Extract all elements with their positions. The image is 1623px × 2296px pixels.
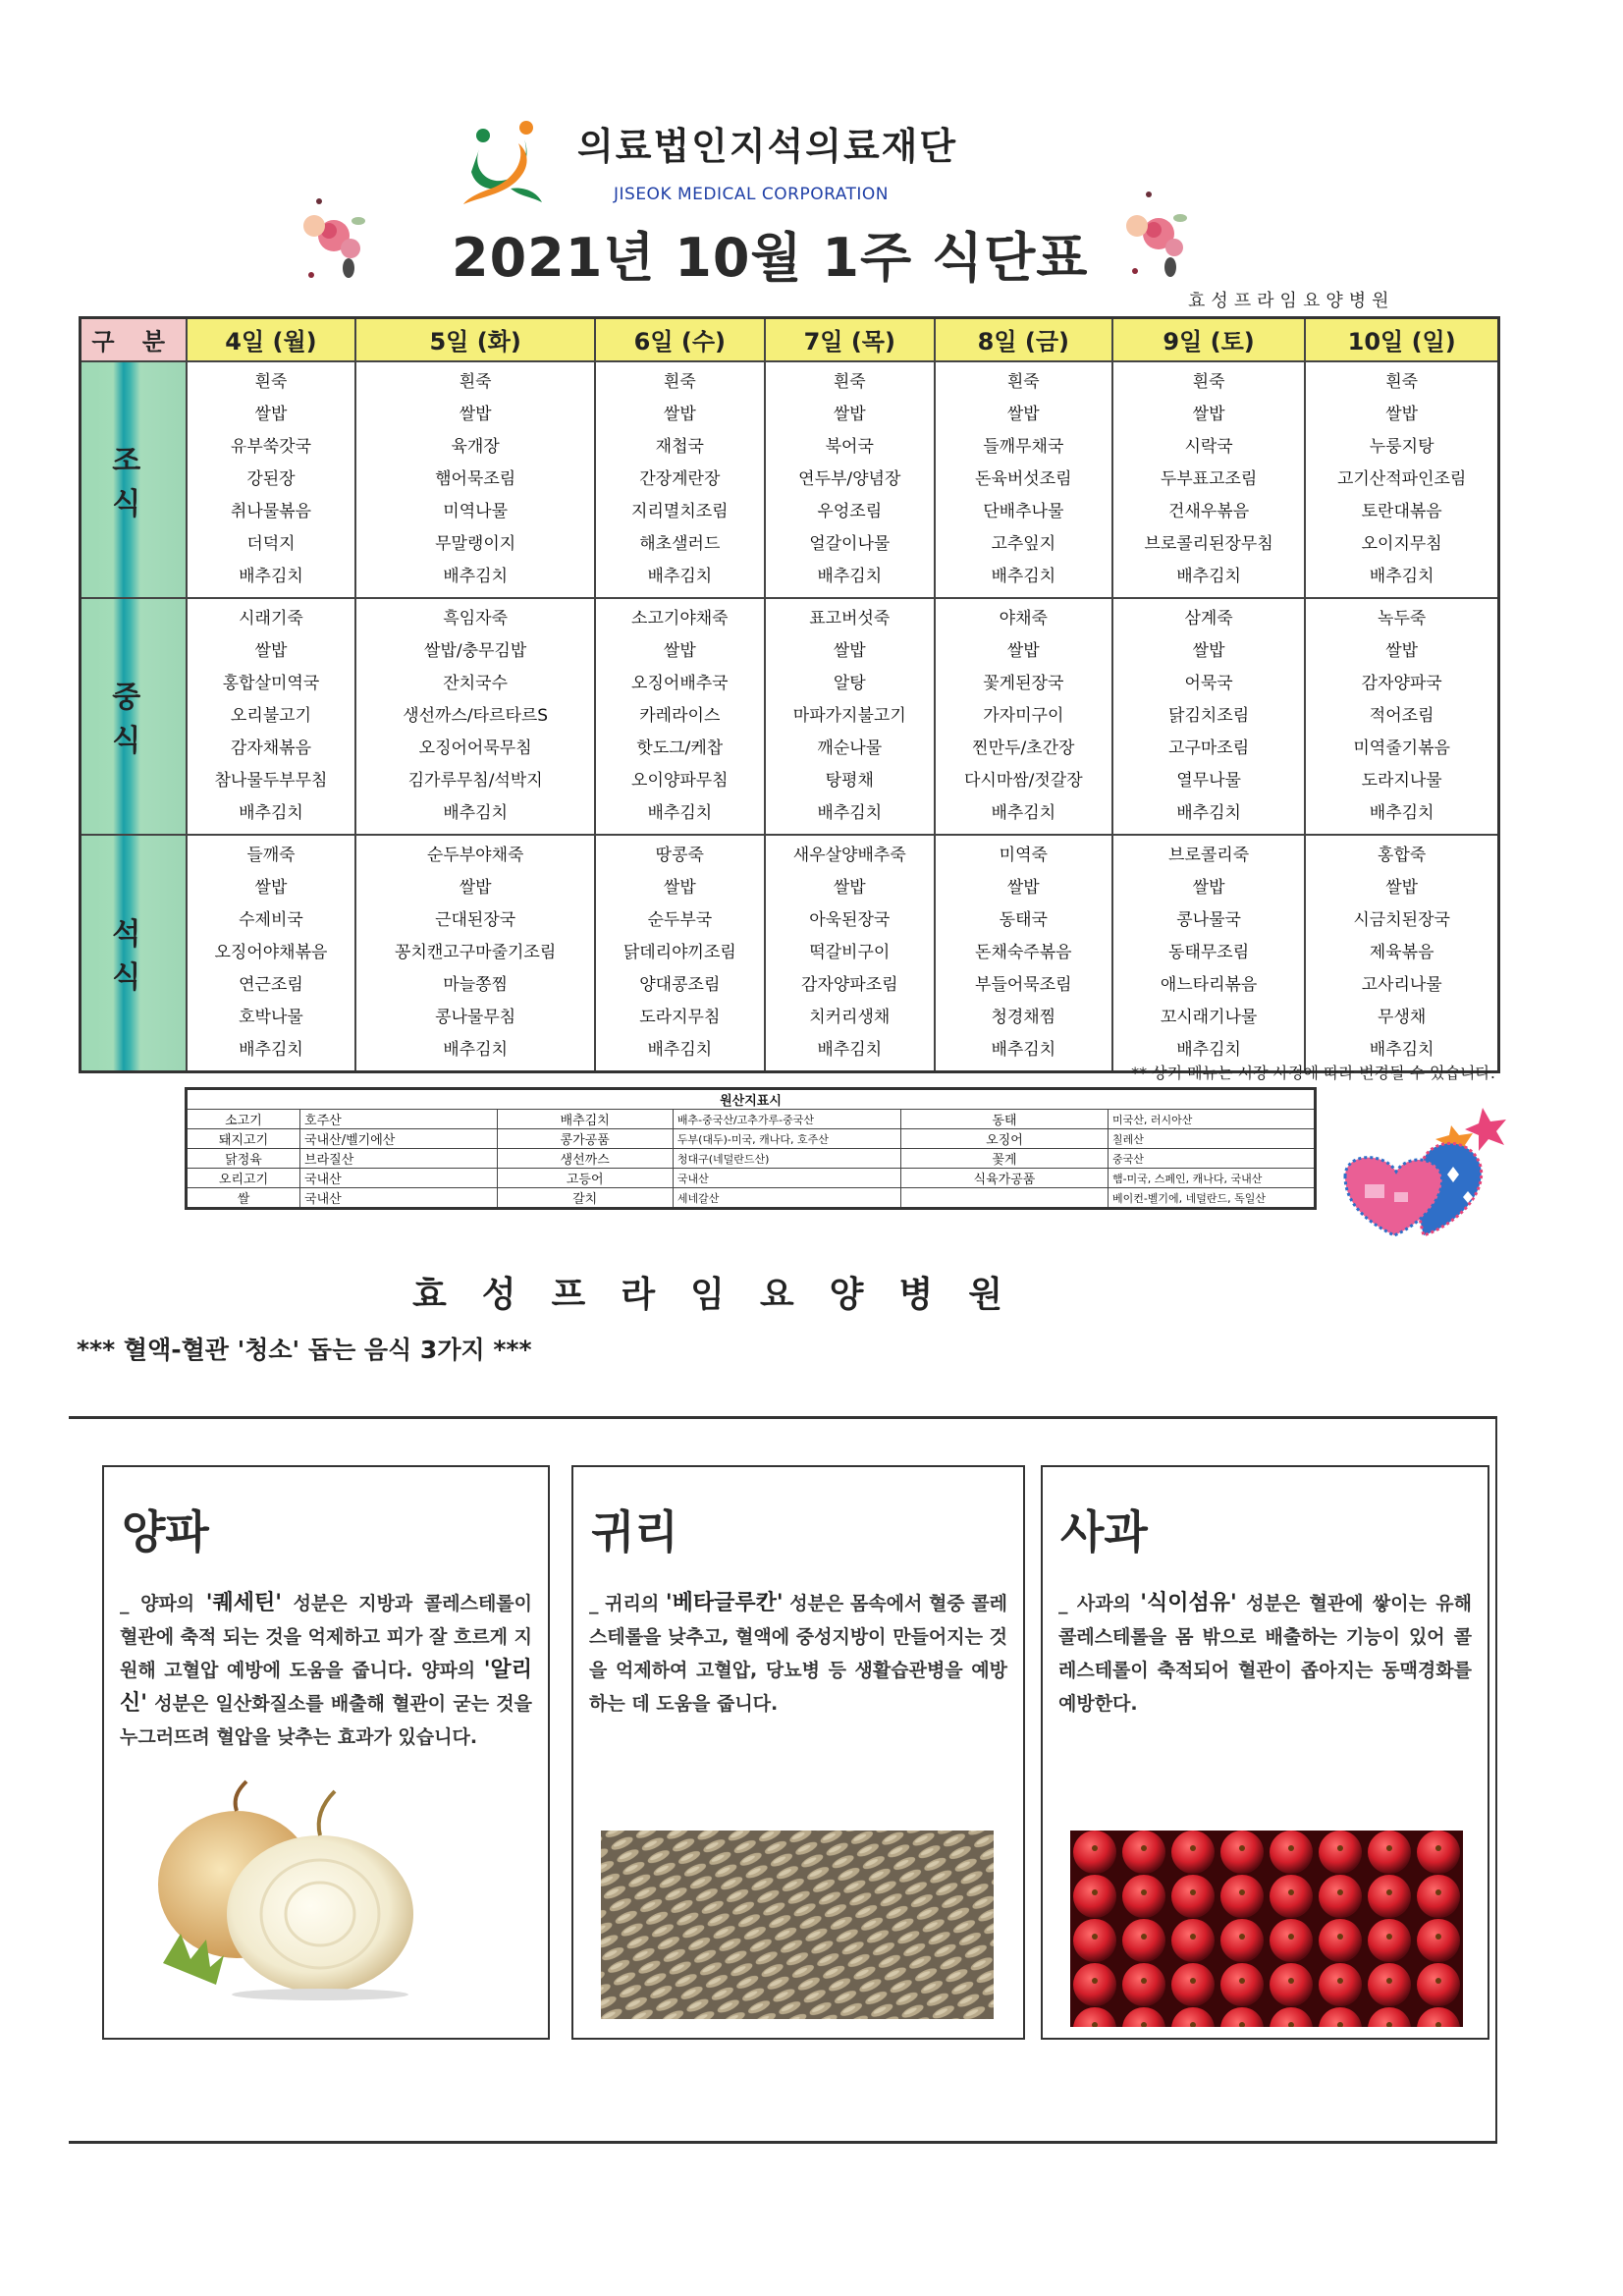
dish-item: 흰죽 bbox=[663, 371, 696, 392]
dish-item: 핫도그/케찹 bbox=[636, 738, 724, 758]
origin-item: 콩가공품 bbox=[497, 1129, 673, 1149]
dish-item: 돈육버섯조림 bbox=[975, 468, 1072, 489]
dish-item: 돈채숙주볶음 bbox=[975, 942, 1072, 962]
menu-cell bbox=[1112, 835, 1305, 1072]
dish-item: 쌀밥 bbox=[1192, 404, 1225, 424]
dish-item: 배추김치 bbox=[647, 566, 713, 586]
card-text-prefix: _ 사과의 bbox=[1058, 1593, 1141, 1614]
origin-table-title: 원산지표시 bbox=[187, 1089, 1316, 1110]
dish-item: 꼬시래기나물 bbox=[1160, 1007, 1258, 1027]
menu-change-notice: ** 상기 메뉴는 시장 사정에 따라 변경될 수 있습니다. bbox=[1131, 1064, 1495, 1082]
meal-row bbox=[81, 361, 1499, 598]
dish-item: 흰죽 bbox=[1385, 371, 1419, 392]
dish-item: 쌀밥 bbox=[1385, 640, 1419, 661]
dish-item: 배추김치 bbox=[1176, 802, 1241, 823]
dish-item: 오리불고기 bbox=[230, 705, 312, 726]
dish-item: 배추김치 bbox=[991, 802, 1056, 823]
origin-country: 배추-중국산/고추가루-중국산 bbox=[673, 1110, 900, 1129]
day-header: 6일 (수) bbox=[595, 318, 765, 361]
dish-item: 흰죽 bbox=[1192, 371, 1225, 392]
dish-item: 배추김치 bbox=[443, 566, 508, 586]
origin-country: 브라질산 bbox=[300, 1149, 497, 1169]
dish-item: 쌀밥 bbox=[833, 640, 866, 661]
dish-item: 미역죽 bbox=[999, 845, 1048, 865]
dish-item: 꽃게된장국 bbox=[983, 673, 1064, 693]
dish-item: 얼갈이나물 bbox=[809, 533, 891, 554]
dish-item: 건새우볶음 bbox=[1168, 501, 1250, 521]
dish-item: 탕평채 bbox=[825, 770, 874, 791]
dish-item: 고구마조림 bbox=[1168, 738, 1250, 758]
dish-item: 흑임자죽 bbox=[443, 608, 508, 629]
dish-item: 단배추나물 bbox=[983, 501, 1064, 521]
dish-item: 깨순나물 bbox=[817, 738, 883, 758]
dish-item: 무말랭이지 bbox=[435, 533, 516, 554]
flower-decoration-icon bbox=[1109, 177, 1198, 285]
dish-item: 알탕 bbox=[833, 673, 866, 693]
origin-country: 국내산 bbox=[300, 1169, 497, 1188]
dish-item: 카레라이스 bbox=[639, 705, 721, 726]
origin-country: 햄-미국, 스페인, 캐나다, 국내산 bbox=[1108, 1169, 1315, 1188]
dish-item: 쌀밥 bbox=[663, 640, 696, 661]
dish-item: 치커리생채 bbox=[809, 1007, 891, 1027]
dish-item: 흰죽 bbox=[254, 371, 288, 392]
dish-item: 우엉조림 bbox=[817, 501, 883, 521]
origin-country: 국내산/벨기에산 bbox=[300, 1129, 497, 1149]
card-text-body: 성분은 지방과 콜레스테롤이 혈관에 축적 되는 것을 억제하고 피가 잘 흐르게 지원해 고혈압 예방에 도움을 줍니다. 양파의 bbox=[120, 1593, 533, 1681]
menu-cell bbox=[1112, 598, 1305, 835]
dish-item: 미역나물 bbox=[443, 501, 508, 521]
dish-item: 수제비국 bbox=[239, 909, 303, 930]
dish-item: 무생채 bbox=[1378, 1007, 1427, 1027]
hearts-decoration-icon bbox=[1325, 1098, 1522, 1240]
card-title: 사과 bbox=[1060, 1505, 1148, 1558]
oat-image bbox=[601, 1831, 994, 2019]
origin-item: 오징어 bbox=[900, 1129, 1108, 1149]
dish-item: 시락국 bbox=[1184, 436, 1233, 457]
menu-cell bbox=[935, 361, 1112, 598]
dish-item: 들깨죽 bbox=[246, 845, 296, 865]
dish-item: 김가루무침/석박지 bbox=[407, 770, 543, 791]
dish-item: 쌀밥 bbox=[1385, 877, 1419, 898]
dish-item: 오징어야채볶음 bbox=[214, 942, 328, 962]
dish-item: 쌀밥 bbox=[1385, 404, 1419, 424]
dish-item: 배추김치 bbox=[1369, 1039, 1434, 1060]
dish-item: 새우살양배추죽 bbox=[792, 845, 906, 865]
dish-item: 쌀밥 bbox=[459, 404, 492, 424]
origin-item: 고등어 bbox=[497, 1169, 673, 1188]
origin-item: 닭정육 bbox=[187, 1149, 300, 1169]
origin-row bbox=[187, 1169, 1316, 1188]
menu-cell bbox=[355, 598, 594, 835]
origin-item: 쌀 bbox=[187, 1188, 300, 1209]
dish-item: 감자양파조림 bbox=[801, 974, 898, 995]
dish-item: 쌀밥 bbox=[833, 404, 866, 424]
origin-item: 배추김치 bbox=[497, 1110, 673, 1129]
dish-item: 햄어묵조림 bbox=[435, 468, 516, 489]
dish-item: 쌀밥 bbox=[1192, 640, 1225, 661]
dish-item: 땅콩죽 bbox=[655, 845, 704, 865]
dish-item: 표고버섯죽 bbox=[809, 608, 891, 629]
dish-item: 열무나물 bbox=[1176, 770, 1241, 791]
dish-item: 찐만두/초간장 bbox=[972, 738, 1075, 758]
dish-item: 유부쑥갓국 bbox=[230, 436, 312, 457]
dish-item: 야채죽 bbox=[999, 608, 1048, 629]
dish-item: 홍합죽 bbox=[1378, 845, 1427, 865]
dish-item: 양대콩조림 bbox=[639, 974, 721, 995]
dish-item: 육개장 bbox=[451, 436, 500, 457]
dish-item: 배추김치 bbox=[647, 802, 713, 823]
dish-item: 두부표고조림 bbox=[1160, 468, 1258, 489]
food-card-onion bbox=[102, 1465, 550, 2040]
organization-name-english: JISEOK MEDICAL CORPORATION bbox=[614, 185, 890, 204]
dish-item: 흰죽 bbox=[1006, 371, 1040, 392]
dish-item: 시금치된장국 bbox=[1353, 909, 1450, 930]
dish-item: 호박나물 bbox=[239, 1007, 303, 1027]
day-header: 7일 (목) bbox=[765, 318, 935, 361]
dish-item: 누룽지탕 bbox=[1369, 436, 1434, 457]
dish-item: 배추김치 bbox=[817, 802, 883, 823]
menu-cell bbox=[1305, 835, 1498, 1072]
origin-item: 갈치 bbox=[497, 1188, 673, 1209]
menu-cell bbox=[187, 598, 356, 835]
dish-item: 배추김치 bbox=[817, 1039, 883, 1060]
dish-item: 청경채찜 bbox=[991, 1007, 1056, 1027]
dish-item: 가자미구이 bbox=[983, 705, 1064, 726]
dish-item: 쌀밥 bbox=[254, 404, 288, 424]
menu-cell bbox=[1305, 598, 1498, 835]
dish-item: 쌀밥 bbox=[1006, 877, 1040, 898]
dish-item: 흰죽 bbox=[833, 371, 866, 392]
card-text-prefix: _ 귀리의 bbox=[589, 1593, 666, 1614]
dish-item: 동태무조림 bbox=[1168, 942, 1250, 962]
day-header: 10일 (일) bbox=[1305, 318, 1498, 361]
dish-item: 쌀밥 bbox=[663, 404, 696, 424]
dish-item: 고추잎지 bbox=[991, 533, 1056, 554]
origin-item: 식육가공품 bbox=[900, 1169, 1108, 1188]
dish-item: 고기산적파인조림 bbox=[1336, 468, 1467, 489]
menu-cell bbox=[935, 835, 1112, 1072]
card-text-body: 성분은 혈관에 쌓이는 유해 콜레스테롤을 몸 밖으로 배출하는 기능이 있어 콜레스테롤이 축적되어 혈관이 좁아지는 동맥경화를 예방한다. bbox=[1058, 1593, 1472, 1715]
dish-item: 떡갈비구이 bbox=[809, 942, 891, 962]
dish-item: 연두부/양념장 bbox=[798, 468, 901, 489]
dish-item: 쌀밥 bbox=[459, 877, 492, 898]
origin-country: 국내산 bbox=[300, 1188, 497, 1209]
dish-item: 미역줄기볶음 bbox=[1353, 738, 1450, 758]
dish-item: 감자채볶음 bbox=[230, 738, 312, 758]
dish-item: 오이양파무침 bbox=[631, 770, 729, 791]
card-title: 양파 bbox=[122, 1505, 209, 1558]
category-header: 구 분 bbox=[81, 318, 187, 361]
hospital-banner: 효성프라임요양병원 bbox=[412, 1275, 1038, 1315]
dish-item: 삼계죽 bbox=[1184, 608, 1233, 629]
day-header: 9일 (토) bbox=[1112, 318, 1305, 361]
origin-item: 동태 bbox=[900, 1110, 1108, 1129]
origin-item: 돼지고기 bbox=[187, 1129, 300, 1149]
menu-cell bbox=[765, 835, 935, 1072]
dish-item: 닭데리야끼조림 bbox=[622, 942, 736, 962]
menu-cell bbox=[595, 361, 765, 598]
dish-item: 감자양파국 bbox=[1361, 673, 1442, 693]
dish-item: 배추김치 bbox=[239, 1039, 303, 1060]
menu-cell bbox=[595, 598, 765, 835]
origin-item: 소고기 bbox=[187, 1110, 300, 1129]
dish-item: 동태국 bbox=[999, 909, 1048, 930]
dish-item: 애느타리볶음 bbox=[1160, 974, 1258, 995]
dish-item: 근대된장국 bbox=[435, 909, 516, 930]
dish-item: 시래기죽 bbox=[239, 608, 303, 629]
apple-image bbox=[1070, 1831, 1463, 2027]
origin-country: 호주산 bbox=[300, 1110, 497, 1129]
origin-item: 꽃게 bbox=[900, 1149, 1108, 1169]
dish-item: 배추김치 bbox=[817, 566, 883, 586]
dish-item: 간장계란장 bbox=[639, 468, 721, 489]
page-title: 2021년 10월 1주 식단표 bbox=[452, 227, 1089, 289]
dish-item: 마파가지불고기 bbox=[792, 705, 906, 726]
card-keyword: '퀘세틴' bbox=[205, 1591, 282, 1615]
meal-row bbox=[81, 598, 1499, 835]
dish-item: 부들어묵조림 bbox=[975, 974, 1072, 995]
dish-item: 배추김치 bbox=[443, 1039, 508, 1060]
dish-item: 토란대볶음 bbox=[1361, 501, 1442, 521]
origin-country: 칠레산 bbox=[1108, 1129, 1315, 1149]
dish-item: 브로콜리죽 bbox=[1168, 845, 1250, 865]
dish-item: 더덕지 bbox=[246, 533, 296, 554]
menu-cell bbox=[1305, 361, 1498, 598]
dish-item: 배추김치 bbox=[1369, 802, 1434, 823]
meal-row bbox=[81, 835, 1499, 1072]
day-header: 5일 (화) bbox=[355, 318, 594, 361]
origin-row bbox=[187, 1110, 1316, 1129]
origin-label-table bbox=[185, 1087, 1317, 1210]
dish-item: 브로콜리된장무침 bbox=[1144, 533, 1273, 554]
dish-item: 적어조림 bbox=[1369, 705, 1434, 726]
dish-item: 다시마쌈/젓갈장 bbox=[963, 770, 1083, 791]
dish-item: 배추김치 bbox=[991, 1039, 1056, 1060]
origin-country: 미국산, 러시아산 bbox=[1108, 1110, 1315, 1129]
dish-item: 아욱된장국 bbox=[809, 909, 891, 930]
jiseok-logo-icon bbox=[461, 118, 555, 206]
dish-item: 고사리나물 bbox=[1361, 974, 1442, 995]
dish-item: 콩나물무침 bbox=[435, 1007, 516, 1027]
card-keyword: '알리신' bbox=[120, 1658, 532, 1716]
hospital-name: 효성프라임요양병원 bbox=[1188, 291, 1395, 311]
menu-cell bbox=[187, 835, 356, 1072]
menu-cell bbox=[355, 361, 594, 598]
menu-cell bbox=[595, 835, 765, 1072]
weekly-menu-table bbox=[79, 316, 1500, 1073]
menu-cell bbox=[765, 361, 935, 598]
dish-item: 쌀밥 bbox=[833, 877, 866, 898]
dish-item: 홍합살미역국 bbox=[222, 673, 320, 693]
dish-item: 북어국 bbox=[825, 436, 874, 457]
dish-item: 어묵국 bbox=[1184, 673, 1233, 693]
flower-decoration-icon bbox=[290, 182, 378, 290]
dish-item: 배추김치 bbox=[1369, 566, 1434, 586]
card-description bbox=[589, 1587, 1007, 1721]
dish-item: 오이지무침 bbox=[1361, 533, 1442, 554]
dish-item: 배추김치 bbox=[1176, 1039, 1241, 1060]
dish-item: 배추김치 bbox=[443, 802, 508, 823]
dish-item: 순두부국 bbox=[647, 909, 713, 930]
card-description bbox=[120, 1587, 532, 1754]
dish-item: 잔치국수 bbox=[443, 673, 508, 693]
dish-item: 꽁치캔고구마줄기조림 bbox=[395, 942, 557, 962]
day-header: 8일 (금) bbox=[935, 318, 1112, 361]
origin-item bbox=[900, 1188, 1108, 1209]
dish-item: 오징어배추국 bbox=[631, 673, 729, 693]
menu-header-row bbox=[81, 318, 1499, 361]
organization-name: 의료법인지석의료재단 bbox=[577, 125, 958, 168]
onion-image bbox=[143, 1777, 438, 2002]
card-keyword: '베타글루칸' bbox=[665, 1591, 784, 1615]
card-keyword: '식이섬유' bbox=[1140, 1591, 1237, 1615]
day-header: 4일 (월) bbox=[187, 318, 356, 361]
dish-item: 쌀밥 bbox=[1006, 404, 1040, 424]
origin-country: 베이컨-벨기에, 네덜란드, 독일산 bbox=[1108, 1188, 1315, 1209]
origin-row bbox=[187, 1149, 1316, 1169]
card-description bbox=[1058, 1587, 1472, 1721]
dish-item: 참나물두부무침 bbox=[214, 770, 328, 791]
origin-row bbox=[187, 1188, 1316, 1209]
menu-cell bbox=[1112, 361, 1305, 598]
dish-item: 배추김치 bbox=[991, 566, 1056, 586]
dish-item: 흰죽 bbox=[459, 371, 492, 392]
origin-country: 두부(대두)-미국, 캐나다, 호주산 bbox=[673, 1129, 900, 1149]
origin-title-row bbox=[187, 1089, 1316, 1110]
card-text-prefix: _ 양파의 bbox=[120, 1593, 206, 1614]
dish-item: 순두부야채죽 bbox=[426, 845, 524, 865]
menu-cell bbox=[355, 835, 594, 1072]
origin-row bbox=[187, 1129, 1316, 1149]
dish-item: 배추김치 bbox=[239, 566, 303, 586]
dish-item: 지리멸치조림 bbox=[631, 501, 729, 521]
dish-item: 쌀밥 bbox=[1192, 877, 1225, 898]
meal-label: 중 식 bbox=[81, 598, 187, 835]
dish-item: 강된장 bbox=[246, 468, 296, 489]
origin-country: 중국산 bbox=[1108, 1149, 1315, 1169]
dish-item: 해초샐러드 bbox=[639, 533, 721, 554]
dish-item: 배추김치 bbox=[647, 1039, 713, 1060]
dish-item: 닭김치조림 bbox=[1168, 705, 1250, 726]
dish-item: 배추김치 bbox=[1176, 566, 1241, 586]
card-text-body: 성분은 몸속에서 혈중 콜레스테롤을 낮추고, 혈액에 중성지방이 만들어지는 것을 억제하여 고혈압, 당뇨병 등 생활습관병을 예방하는 데 도움을 줍니다. bbox=[589, 1593, 1007, 1715]
dish-item: 쌀밥/충무김밥 bbox=[424, 640, 527, 661]
dish-item: 취나물볶음 bbox=[230, 501, 312, 521]
origin-country: 세네갈산 bbox=[673, 1188, 900, 1209]
dish-item: 도라지무침 bbox=[639, 1007, 721, 1027]
dish-item: 제육볶음 bbox=[1369, 942, 1434, 962]
dish-item: 생선까스/타르타르S bbox=[403, 705, 549, 726]
food-card-oat bbox=[571, 1465, 1025, 2040]
menu-cell bbox=[765, 598, 935, 835]
menu-cell bbox=[935, 598, 1112, 835]
dish-item: 쌀밥 bbox=[663, 877, 696, 898]
dish-item: 소고기야채죽 bbox=[631, 608, 729, 629]
origin-item: 오리고기 bbox=[187, 1169, 300, 1188]
origin-item: 생선까스 bbox=[497, 1149, 673, 1169]
dish-item: 들깨무채국 bbox=[983, 436, 1064, 457]
menu-cell bbox=[187, 361, 356, 598]
dish-item: 재첩국 bbox=[655, 436, 704, 457]
dish-item: 콩나물국 bbox=[1176, 909, 1241, 930]
card-text-body: 성분은 일산화질소를 배출해 혈관이 굳는 것을 누그러뜨려 혈압을 낮추는 효과가 있습니다. bbox=[120, 1693, 532, 1748]
origin-country: 청대구(네덜란드산) bbox=[673, 1149, 900, 1169]
food-card-apple bbox=[1041, 1465, 1489, 2040]
card-title: 귀리 bbox=[591, 1505, 678, 1558]
article-heading: *** 혈액-혈관 '청소' 돕는 음식 3가지 *** bbox=[77, 1336, 532, 1364]
dish-item: 도라지나물 bbox=[1361, 770, 1442, 791]
dish-item: 배추김치 bbox=[239, 802, 303, 823]
dish-item: 쌀밥 bbox=[254, 640, 288, 661]
meal-label: 석 식 bbox=[81, 835, 187, 1072]
meal-label: 조 식 bbox=[81, 361, 187, 598]
page-header bbox=[0, 0, 1623, 311]
origin-country: 국내산 bbox=[673, 1169, 900, 1188]
dish-item: 마늘쫑찜 bbox=[443, 974, 508, 995]
dish-item: 녹두죽 bbox=[1378, 608, 1427, 629]
dish-item: 쌀밥 bbox=[254, 877, 288, 898]
dish-item: 쌀밥 bbox=[1006, 640, 1040, 661]
dish-item: 오징어어묵무침 bbox=[418, 738, 532, 758]
dish-item: 연근조림 bbox=[239, 974, 303, 995]
